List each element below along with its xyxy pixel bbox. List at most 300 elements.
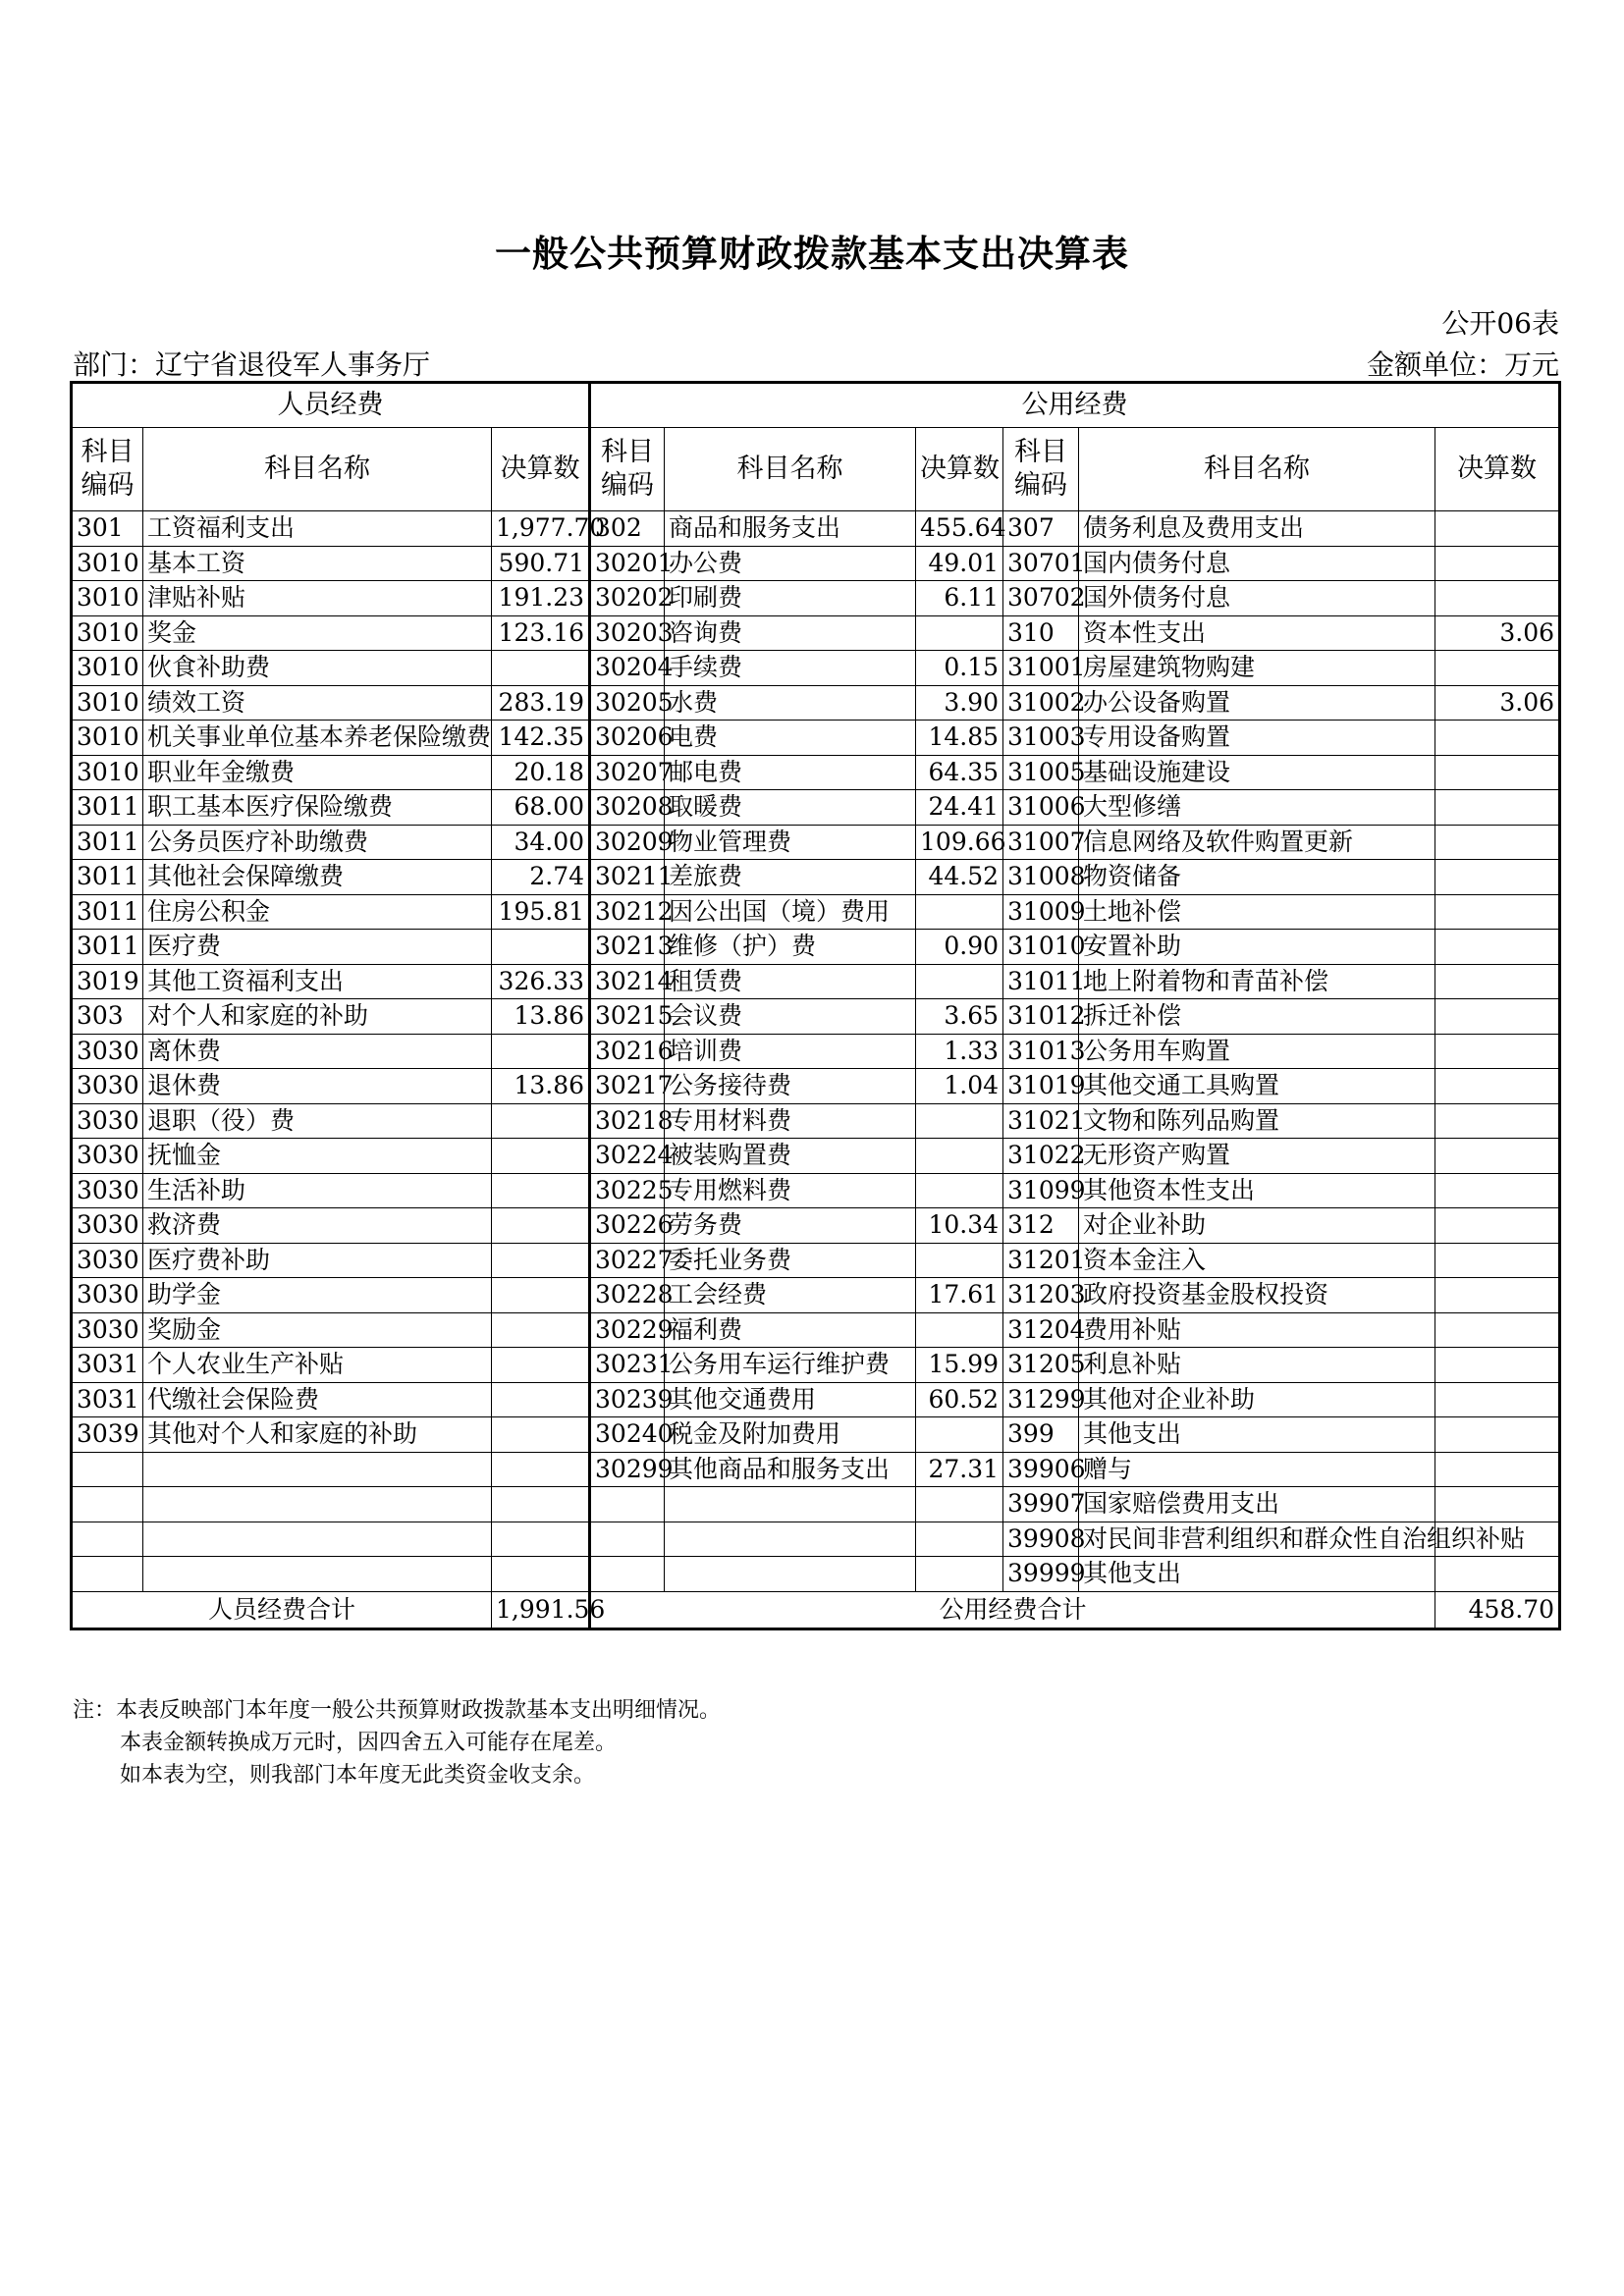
table-row bbox=[72, 1173, 1560, 1208]
name-cell: 救济费 bbox=[143, 1208, 492, 1244]
code-cell: 3010 bbox=[72, 546, 143, 581]
public-total-amount: 458.70 bbox=[1435, 1591, 1560, 1629]
name-cell: 公务接待费 bbox=[665, 1069, 916, 1104]
code-cell: 30205 bbox=[590, 685, 665, 721]
code-cell: 39906 bbox=[1003, 1452, 1079, 1487]
code-cell: 31019 bbox=[1003, 1069, 1079, 1104]
amount-cell bbox=[492, 1278, 590, 1313]
amount-cell bbox=[916, 1173, 1003, 1208]
code-cell: 3030 bbox=[72, 1139, 143, 1174]
name-cell: 住房公积金 bbox=[143, 894, 492, 930]
form-number: 公开06表 bbox=[1441, 307, 1559, 340]
name-cell: 其他资本性支出 bbox=[1079, 1173, 1435, 1208]
amount-cell: 14.85 bbox=[916, 721, 1003, 756]
code-cell: 30212 bbox=[590, 894, 665, 930]
code-cell: 30216 bbox=[590, 1034, 665, 1069]
code-cell: 3011 bbox=[72, 825, 143, 860]
name-cell: 其他商品和服务支出 bbox=[665, 1452, 916, 1487]
name-cell: 拆迁补偿 bbox=[1079, 999, 1435, 1035]
amount-cell: 123.16 bbox=[492, 615, 590, 651]
name-cell: 奖金 bbox=[143, 615, 492, 651]
table-row bbox=[72, 825, 1560, 860]
amount-cell bbox=[916, 1487, 1003, 1522]
name-cell: 赠与 bbox=[1079, 1452, 1435, 1487]
amount-cell: 3.65 bbox=[916, 999, 1003, 1035]
name-cell: 其他交通费用 bbox=[665, 1382, 916, 1417]
name-cell: 劳务费 bbox=[665, 1208, 916, 1244]
name-cell: 其他工资福利支出 bbox=[143, 964, 492, 999]
amount-cell: 455.64 bbox=[916, 511, 1003, 547]
code-cell: 3010 bbox=[72, 685, 143, 721]
amount-cell: 283.19 bbox=[492, 685, 590, 721]
header-name-c: 科目名称 bbox=[1079, 428, 1435, 511]
name-cell: 物资储备 bbox=[1079, 860, 1435, 895]
table-row bbox=[72, 999, 1560, 1035]
table-row bbox=[72, 1278, 1560, 1313]
amount-cell bbox=[492, 1139, 590, 1174]
table-row bbox=[72, 964, 1560, 999]
name-cell: 费用补贴 bbox=[1079, 1312, 1435, 1348]
code-cell: 31203 bbox=[1003, 1278, 1079, 1313]
amount-cell bbox=[1435, 1348, 1560, 1383]
note-line: 注：本表反映部门本年度一般公共预算财政拨款基本支出明细情况。 bbox=[73, 1698, 722, 1723]
code-cell: 30214 bbox=[590, 964, 665, 999]
name-cell: 地上附着物和青苗补偿 bbox=[1079, 964, 1435, 999]
name-cell: 大型修缮 bbox=[1079, 790, 1435, 826]
amount-cell: 1.33 bbox=[916, 1034, 1003, 1069]
table-row bbox=[72, 1417, 1560, 1453]
code-cell: 31012 bbox=[1003, 999, 1079, 1035]
amount-cell: 0.90 bbox=[916, 930, 1003, 965]
name-cell: 因公出国（境）费用 bbox=[665, 894, 916, 930]
code-cell: 30229 bbox=[590, 1312, 665, 1348]
expenditure-table bbox=[70, 381, 1561, 1630]
name-cell: 商品和服务支出 bbox=[665, 511, 916, 547]
code-cell: 301 bbox=[72, 511, 143, 547]
amount-cell: 13.86 bbox=[492, 999, 590, 1035]
name-cell bbox=[143, 1557, 492, 1592]
amount-cell: 60.52 bbox=[916, 1382, 1003, 1417]
amount-cell: 44.52 bbox=[916, 860, 1003, 895]
amount-cell bbox=[492, 1173, 590, 1208]
code-cell: 30217 bbox=[590, 1069, 665, 1104]
amount-cell: 3.06 bbox=[1435, 615, 1560, 651]
amount-cell bbox=[1435, 930, 1560, 965]
name-cell: 福利费 bbox=[665, 1312, 916, 1348]
amount-cell: 10.34 bbox=[916, 1208, 1003, 1244]
name-cell bbox=[665, 1487, 916, 1522]
amount-cell bbox=[492, 1312, 590, 1348]
name-cell: 津贴补贴 bbox=[143, 581, 492, 616]
amount-cell bbox=[1435, 581, 1560, 616]
name-cell: 委托业务费 bbox=[665, 1243, 916, 1278]
group-public-header: 公用经费 bbox=[590, 383, 1560, 428]
amount-cell: 24.41 bbox=[916, 790, 1003, 826]
name-cell: 国家赔偿费用支出 bbox=[1079, 1487, 1435, 1522]
amount-cell bbox=[916, 1312, 1003, 1348]
name-cell: 办公费 bbox=[665, 546, 916, 581]
name-cell: 助学金 bbox=[143, 1278, 492, 1313]
amount-cell bbox=[1435, 1452, 1560, 1487]
name-cell: 职业年金缴费 bbox=[143, 755, 492, 790]
amount-unit-label: 金额单位：万元 bbox=[1366, 348, 1559, 381]
code-cell: 30226 bbox=[590, 1208, 665, 1244]
name-cell: 无形资产购置 bbox=[1079, 1139, 1435, 1174]
code-cell: 30227 bbox=[590, 1243, 665, 1278]
header-name-b: 科目名称 bbox=[665, 428, 916, 511]
name-cell: 公务用车购置 bbox=[1079, 1034, 1435, 1069]
name-cell: 生活补助 bbox=[143, 1173, 492, 1208]
code-cell: 39999 bbox=[1003, 1557, 1079, 1592]
amount-cell bbox=[1435, 1103, 1560, 1139]
code-cell: 3030 bbox=[72, 1312, 143, 1348]
table-row bbox=[72, 1139, 1560, 1174]
code-cell: 3030 bbox=[72, 1243, 143, 1278]
amount-cell: 191.23 bbox=[492, 581, 590, 616]
table-row bbox=[72, 1557, 1560, 1592]
amount-cell bbox=[1435, 721, 1560, 756]
code-cell: 3031 bbox=[72, 1348, 143, 1383]
amount-cell: 195.81 bbox=[492, 894, 590, 930]
amount-cell bbox=[492, 1208, 590, 1244]
amount-cell bbox=[492, 1452, 590, 1487]
table-row bbox=[72, 511, 1560, 547]
header-code-b: 科目编码 bbox=[590, 428, 665, 511]
amount-cell: 1.04 bbox=[916, 1069, 1003, 1104]
amount-cell: 326.33 bbox=[492, 964, 590, 999]
amount-cell bbox=[1435, 1139, 1560, 1174]
name-cell: 公务员医疗补助缴费 bbox=[143, 825, 492, 860]
name-cell: 电费 bbox=[665, 721, 916, 756]
name-cell: 手续费 bbox=[665, 651, 916, 686]
table-row bbox=[72, 721, 1560, 756]
code-cell: 3011 bbox=[72, 790, 143, 826]
name-cell: 差旅费 bbox=[665, 860, 916, 895]
name-cell: 机关事业单位基本养老保险缴费 bbox=[143, 721, 492, 756]
name-cell: 房屋建筑物购建 bbox=[1079, 651, 1435, 686]
table-row bbox=[72, 1312, 1560, 1348]
name-cell: 奖励金 bbox=[143, 1312, 492, 1348]
name-cell: 水费 bbox=[665, 685, 916, 721]
amount-cell: 20.18 bbox=[492, 755, 590, 790]
amount-cell bbox=[1435, 1034, 1560, 1069]
name-cell: 会议费 bbox=[665, 999, 916, 1035]
name-cell: 代缴社会保险费 bbox=[143, 1382, 492, 1417]
code-cell: 399 bbox=[1003, 1417, 1079, 1453]
code-cell: 3030 bbox=[72, 1069, 143, 1104]
amount-cell bbox=[1435, 1382, 1560, 1417]
name-cell bbox=[143, 1452, 492, 1487]
header-code-a: 科目编码 bbox=[72, 428, 143, 511]
amount-cell bbox=[492, 1348, 590, 1383]
code-cell: 31011 bbox=[1003, 964, 1079, 999]
code-cell: 30206 bbox=[590, 721, 665, 756]
name-cell bbox=[143, 1487, 492, 1522]
name-cell: 专用设备购置 bbox=[1079, 721, 1435, 756]
name-cell: 对民间非营利组织和群众性自治组织补贴 bbox=[1079, 1522, 1435, 1557]
code-cell: 3011 bbox=[72, 894, 143, 930]
code-cell: 31007 bbox=[1003, 825, 1079, 860]
code-cell bbox=[590, 1487, 665, 1522]
notes bbox=[73, 1694, 721, 1791]
amount-cell: 6.11 bbox=[916, 581, 1003, 616]
amount-cell: 17.61 bbox=[916, 1278, 1003, 1313]
name-cell: 绩效工资 bbox=[143, 685, 492, 721]
code-cell: 3031 bbox=[72, 1382, 143, 1417]
code-cell: 30215 bbox=[590, 999, 665, 1035]
table-row bbox=[72, 1069, 1560, 1104]
table-row bbox=[72, 1103, 1560, 1139]
code-cell: 30213 bbox=[590, 930, 665, 965]
amount-cell bbox=[492, 1382, 590, 1417]
name-cell: 办公设备购置 bbox=[1079, 685, 1435, 721]
name-cell: 土地补偿 bbox=[1079, 894, 1435, 930]
amount-cell bbox=[492, 1034, 590, 1069]
amount-cell bbox=[916, 1557, 1003, 1592]
name-cell: 退职（役）费 bbox=[143, 1103, 492, 1139]
name-cell: 维修（护）费 bbox=[665, 930, 916, 965]
amount-cell bbox=[1435, 1417, 1560, 1453]
amount-cell bbox=[1435, 1312, 1560, 1348]
code-cell: 39908 bbox=[1003, 1522, 1079, 1557]
name-cell: 其他交通工具购置 bbox=[1079, 1069, 1435, 1104]
name-cell: 利息补贴 bbox=[1079, 1348, 1435, 1383]
amount-cell: 3.06 bbox=[1435, 685, 1560, 721]
note-line: 如本表为空，则我部门本年度无此类资金收支余。 bbox=[120, 1763, 596, 1788]
name-cell: 基础设施建设 bbox=[1079, 755, 1435, 790]
code-cell: 31021 bbox=[1003, 1103, 1079, 1139]
amount-cell bbox=[492, 1417, 590, 1453]
code-cell: 30231 bbox=[590, 1348, 665, 1383]
amount-cell bbox=[1435, 964, 1560, 999]
table-row bbox=[72, 685, 1560, 721]
code-cell: 30224 bbox=[590, 1139, 665, 1174]
note-line: 本表金额转换成万元时，因四舍五入可能存在尾差。 bbox=[120, 1731, 618, 1755]
public-total-label: 公用经费合计 bbox=[590, 1591, 1435, 1629]
amount-cell bbox=[492, 1557, 590, 1592]
amount-cell bbox=[492, 1522, 590, 1557]
code-cell: 30225 bbox=[590, 1173, 665, 1208]
amount-cell: 590.71 bbox=[492, 546, 590, 581]
amount-cell bbox=[916, 1243, 1003, 1278]
amount-cell bbox=[916, 1103, 1003, 1139]
amount-cell: 0.15 bbox=[916, 651, 1003, 686]
amount-cell bbox=[916, 1522, 1003, 1557]
code-cell: 3030 bbox=[72, 1173, 143, 1208]
amount-cell bbox=[1435, 546, 1560, 581]
amount-cell: 1,977.70 bbox=[492, 511, 590, 547]
name-cell: 对企业补助 bbox=[1079, 1208, 1435, 1244]
table-row bbox=[72, 651, 1560, 686]
name-cell: 其他对个人和家庭的补助 bbox=[143, 1417, 492, 1453]
code-cell: 307 bbox=[1003, 511, 1079, 547]
amount-cell: 64.35 bbox=[916, 755, 1003, 790]
name-cell: 国外债务付息 bbox=[1079, 581, 1435, 616]
amount-cell bbox=[1435, 1278, 1560, 1313]
code-cell: 31013 bbox=[1003, 1034, 1079, 1069]
code-cell: 30201 bbox=[590, 546, 665, 581]
code-cell: 302 bbox=[590, 511, 665, 547]
code-cell: 31003 bbox=[1003, 721, 1079, 756]
code-cell: 3019 bbox=[72, 964, 143, 999]
amount-cell bbox=[1435, 1487, 1560, 1522]
name-cell: 租赁费 bbox=[665, 964, 916, 999]
code-cell: 3030 bbox=[72, 1208, 143, 1244]
amount-cell bbox=[1435, 1557, 1560, 1592]
code-cell: 30203 bbox=[590, 615, 665, 651]
amount-cell bbox=[1435, 651, 1560, 686]
code-cell: 3011 bbox=[72, 860, 143, 895]
name-cell: 离休费 bbox=[143, 1034, 492, 1069]
header-amount-b: 决算数 bbox=[916, 428, 1003, 511]
code-cell: 3010 bbox=[72, 721, 143, 756]
name-cell: 个人农业生产补贴 bbox=[143, 1348, 492, 1383]
code-cell: 3030 bbox=[72, 1034, 143, 1069]
code-cell: 31006 bbox=[1003, 790, 1079, 826]
amount-cell bbox=[1435, 1243, 1560, 1278]
name-cell: 被装购置费 bbox=[665, 1139, 916, 1174]
amount-cell bbox=[916, 1139, 1003, 1174]
code-cell: 30702 bbox=[1003, 581, 1079, 616]
department-label: 部门：辽宁省退役军人事务厅 bbox=[73, 348, 431, 381]
code-cell: 3030 bbox=[72, 1103, 143, 1139]
name-cell: 伙食补助费 bbox=[143, 651, 492, 686]
amount-cell bbox=[492, 930, 590, 965]
header-name-a: 科目名称 bbox=[143, 428, 492, 511]
name-cell: 职工基本医疗保险缴费 bbox=[143, 790, 492, 826]
amount-cell bbox=[1435, 825, 1560, 860]
amount-cell: 15.99 bbox=[916, 1348, 1003, 1383]
table-row bbox=[72, 1487, 1560, 1522]
name-cell: 资本金注入 bbox=[1079, 1243, 1435, 1278]
amount-cell bbox=[492, 1487, 590, 1522]
code-cell: 312 bbox=[1003, 1208, 1079, 1244]
code-cell: 3010 bbox=[72, 581, 143, 616]
code-cell: 310 bbox=[1003, 615, 1079, 651]
name-cell: 物业管理费 bbox=[665, 825, 916, 860]
group-header-row bbox=[72, 383, 1560, 428]
table-row bbox=[72, 930, 1560, 965]
code-cell bbox=[72, 1557, 143, 1592]
table-row bbox=[72, 894, 1560, 930]
code-cell: 31009 bbox=[1003, 894, 1079, 930]
name-cell: 文物和陈列品购置 bbox=[1079, 1103, 1435, 1139]
code-cell: 31299 bbox=[1003, 1382, 1079, 1417]
code-cell bbox=[72, 1522, 143, 1557]
personnel-total-amount: 1,991.56 bbox=[492, 1591, 590, 1629]
name-cell: 专用燃料费 bbox=[665, 1173, 916, 1208]
amount-cell: 13.86 bbox=[492, 1069, 590, 1104]
name-cell: 基本工资 bbox=[143, 546, 492, 581]
totals-row bbox=[72, 1591, 1560, 1629]
code-cell: 3039 bbox=[72, 1417, 143, 1453]
code-cell: 30208 bbox=[590, 790, 665, 826]
code-cell: 30211 bbox=[590, 860, 665, 895]
code-cell: 3030 bbox=[72, 1278, 143, 1313]
code-cell: 31008 bbox=[1003, 860, 1079, 895]
code-cell bbox=[72, 1452, 143, 1487]
code-cell bbox=[590, 1522, 665, 1557]
name-cell: 邮电费 bbox=[665, 755, 916, 790]
name-cell: 工会经费 bbox=[665, 1278, 916, 1313]
amount-cell: 109.66 bbox=[916, 825, 1003, 860]
amount-cell: 34.00 bbox=[492, 825, 590, 860]
amount-cell bbox=[492, 1243, 590, 1278]
name-cell: 其他支出 bbox=[1079, 1557, 1435, 1592]
table-row bbox=[72, 1208, 1560, 1244]
code-cell: 3011 bbox=[72, 930, 143, 965]
amount-cell: 27.31 bbox=[916, 1452, 1003, 1487]
code-cell: 30202 bbox=[590, 581, 665, 616]
table-row bbox=[72, 581, 1560, 616]
code-cell: 303 bbox=[72, 999, 143, 1035]
code-cell: 31099 bbox=[1003, 1173, 1079, 1208]
name-cell: 安置补助 bbox=[1079, 930, 1435, 965]
amount-cell: 49.01 bbox=[916, 546, 1003, 581]
amount-cell bbox=[916, 615, 1003, 651]
amount-cell bbox=[1435, 1208, 1560, 1244]
code-cell: 31022 bbox=[1003, 1139, 1079, 1174]
code-cell: 30228 bbox=[590, 1278, 665, 1313]
code-cell: 31002 bbox=[1003, 685, 1079, 721]
code-cell: 30701 bbox=[1003, 546, 1079, 581]
name-cell: 医疗费 bbox=[143, 930, 492, 965]
name-cell: 信息网络及软件购置更新 bbox=[1079, 825, 1435, 860]
table-row bbox=[72, 1348, 1560, 1383]
name-cell: 其他对企业补助 bbox=[1079, 1382, 1435, 1417]
amount-cell bbox=[1435, 860, 1560, 895]
table-row bbox=[72, 1243, 1560, 1278]
amount-cell bbox=[1435, 511, 1560, 547]
code-cell: 31204 bbox=[1003, 1312, 1079, 1348]
code-cell: 30209 bbox=[590, 825, 665, 860]
name-cell bbox=[143, 1522, 492, 1557]
code-cell: 39907 bbox=[1003, 1487, 1079, 1522]
code-cell: 3010 bbox=[72, 651, 143, 686]
name-cell: 国内债务付息 bbox=[1079, 546, 1435, 581]
amount-cell: 142.35 bbox=[492, 721, 590, 756]
name-cell: 资本性支出 bbox=[1079, 615, 1435, 651]
name-cell: 政府投资基金股权投资 bbox=[1079, 1278, 1435, 1313]
code-cell: 31205 bbox=[1003, 1348, 1079, 1383]
table-row bbox=[72, 860, 1560, 895]
table-row bbox=[72, 755, 1560, 790]
header-code-c: 科目编码 bbox=[1003, 428, 1079, 511]
code-cell: 31010 bbox=[1003, 930, 1079, 965]
amount-cell bbox=[1435, 1173, 1560, 1208]
amount-cell: 2.74 bbox=[492, 860, 590, 895]
code-cell: 3010 bbox=[72, 615, 143, 651]
name-cell: 债务利息及费用支出 bbox=[1079, 511, 1435, 547]
amount-cell bbox=[1435, 790, 1560, 826]
code-cell bbox=[590, 1557, 665, 1592]
name-cell: 对个人和家庭的补助 bbox=[143, 999, 492, 1035]
code-cell: 30239 bbox=[590, 1382, 665, 1417]
name-cell: 咨询费 bbox=[665, 615, 916, 651]
name-cell: 退休费 bbox=[143, 1069, 492, 1104]
table-row bbox=[72, 1522, 1560, 1557]
amount-cell bbox=[492, 651, 590, 686]
code-cell: 31005 bbox=[1003, 755, 1079, 790]
personnel-total-label: 人员经费合计 bbox=[72, 1591, 492, 1629]
amount-cell bbox=[1435, 1069, 1560, 1104]
code-cell: 3010 bbox=[72, 755, 143, 790]
table-row bbox=[72, 1452, 1560, 1487]
column-header-row bbox=[72, 428, 1560, 511]
header-amount-c: 决算数 bbox=[1435, 428, 1560, 511]
amount-cell: 3.90 bbox=[916, 685, 1003, 721]
name-cell: 公务用车运行维护费 bbox=[665, 1348, 916, 1383]
